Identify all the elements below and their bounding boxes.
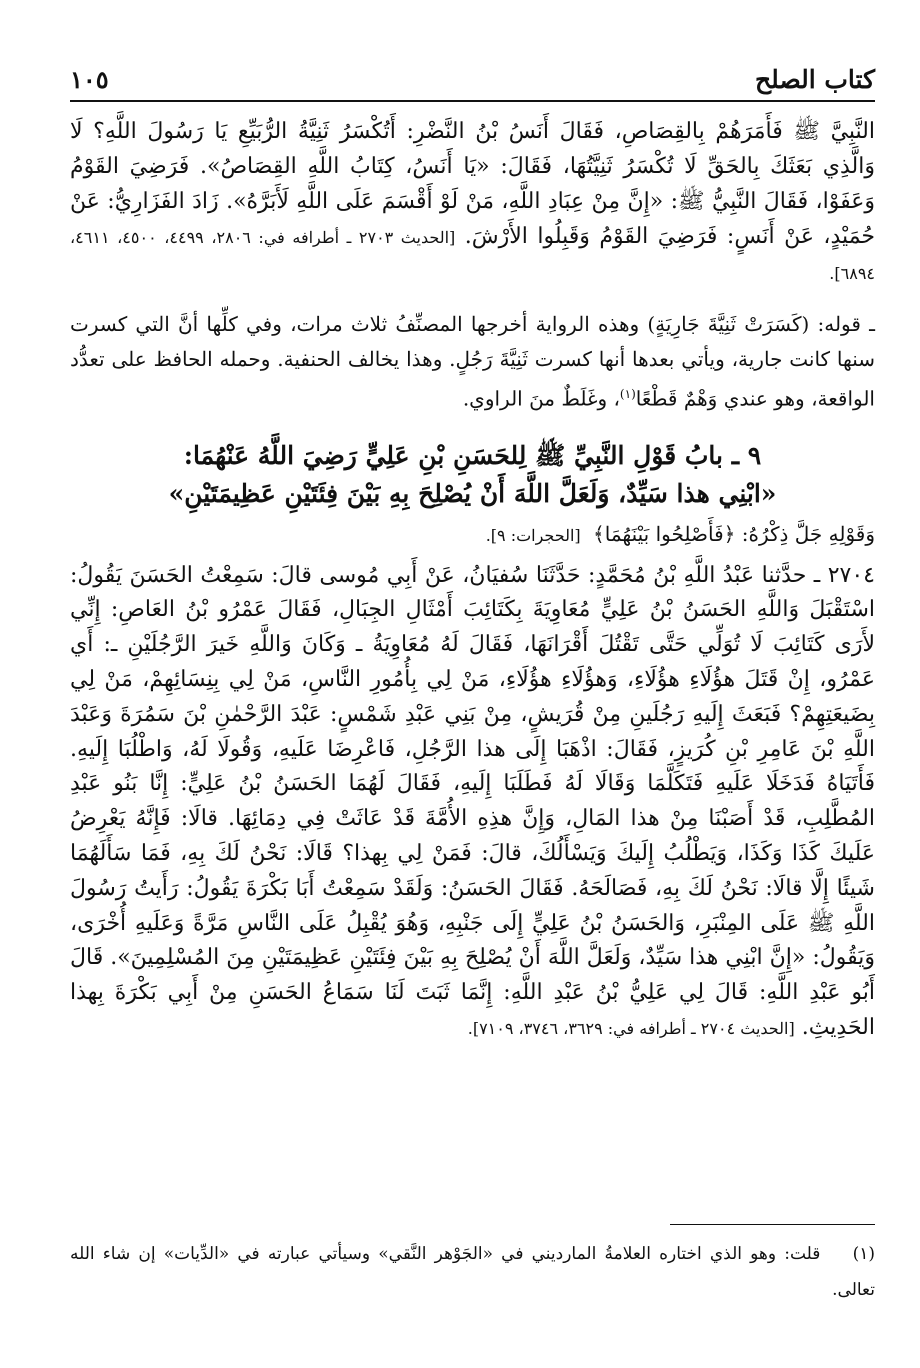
hadith-2704-reference: [الحديث ٢٧٠٤ ـ أطرافه في: ٣٦٢٩، ٣٧٤٦، ٧١٠٩]. bbox=[467, 1019, 795, 1039]
book-page bbox=[70, 54, 876, 1300]
footnote-separator bbox=[670, 1224, 875, 1225]
verse-text: وَقَوْلِهِ جَلَّ ذِكْرُهُ: ﴿فَأَصْلِحُوا بَيْنَهُمَا﴾ bbox=[593, 521, 875, 546]
chapter-heading bbox=[70, 437, 875, 513]
quran-verse bbox=[70, 517, 875, 553]
verse-reference: [الحجرات: ٩]. bbox=[485, 525, 581, 545]
chapter-heading-line-2: «ابْنِي هذا سَيِّدٌ، وَلَعَلَّ اللَّهَ أَنْ يُصْلِحَ بِهِ بَيْنَ فِئَتَيْنِ عَظِيمَتَيْنِ» bbox=[168, 478, 777, 508]
hadith-2704-text: ٢٧٠٤ ـ حدَّثنا عَبْدُ اللَّهِ بْنُ مُحَمَّدٍ: حَدَّثَنَا سُفيَانُ، عَنْ أَبِي مُوسى قالَ: سَمِعْتُ الحَسَنَ يَقُولُ: اسْتَقْبَلَ وَاللَّهِ الحَسَنُ بْنُ عَلِيٍّ مُعَاوِيَةَ بِكَتَائِبَ أَمْثَالِ الجِبَالِ، فَقَالَ عَمْرُو بْنُ العَاصِ: إِنِّي لأَرَى كَتَائِبَ لَا تُوَلِّي حَتَّى تَقْتُلَ أَقْرَانَهَا، فَقَالَ لَهُ مُعَاوِيَةُ ـ وَكَانَ وَاللَّهِ خَيرَ الرَّجُلَيْنِ ـ: أَي عَمْرُو، إِنْ قَتَلَ هؤُلَاءِ هؤُلَاءِ، وَهؤُلَاءِ هؤُلَاءِ، مَنْ لِي بِأُمُورِ النَّاسِ، مَنْ لِي بِنِسَائِهِمْ، مَنْ لِي بِضَيعَتِهِمْ؟ فَبَعَثَ إِلَيهِ رَجُلَينِ مِنْ قُرَيشٍ، مِنْ بَنِي عَبْدِ شَمْسٍ: عَبْدَ الرَّحْمٰنِ بْنَ سَمُرَةَ وَعَبْدَ اللَّهِ بْنَ عَامِرِ بْنِ كُرَيزٍ، فَقَالَ: اذْهَبَا إِلَى هذا الرَّجُلِ، فَاعْرِضَا عَلَيهِ، وَقُولَا لَهُ، وَاطْلُبَا إِلَيهِ. فَأَتَيَاهُ فَدَخَلَا عَلَيهِ فَتَكَلَّمَا وَقَالَا لَهُ فَطَلَبَا إِلَيهِ، فَقَالَ لَهُمَا الحَسَنُ بْنُ عَلِيٍّ: إِنَّا بَنُو عَبْدِ المُطَّلِبِ، قَدْ أَصَبْنَا مِنْ هذا المَالِ، وَإِنَّ هذِهِ الأُمَّةَ قَدْ عَاثَتْ فِي دِمَائِهَا. قالَا: فَإِنَّهُ يَعْرِضُ عَلَيكَ كَذَا وَكَذَا، وَيَطْلُبُ إِلَيكَ وَيَسْأَلُكَ، قالَ: فَمَنْ لِي بِهذا؟ قَالَا: نَحْنُ لَكَ بِهِ، فَمَا سَأَلَهُمَا شَيئًا إِلَّا قالَا: نَحْنُ لَكَ بِهِ، فَصَالَحَهُ. فَقَالَ الحَسَنُ: وَلَقَدْ سَمِعْتُ أَبَا بَكْرَةَ يَقُولُ: رَأَيتُ رَسُولَ اللَّهِ ﷺ عَلَى المِنْبَرِ، وَالحَسَنُ بْنُ عَلِيٍّ إِلَى جَنْبِهِ، وَهُوَ يُقْبِلُ عَلَى النَّاسِ مَرَّةً وَعَلَيهِ أُخْرَى، وَيَقُولُ: «إِنَّ ابْنِي هذا سَيِّدٌ، وَلَعَلَّ اللَّهَ أَنْ يُصْلِحَ بِهِ بَيْنَ فِئَتَيْنِ عَظِيمَتَيْنِ مِنَ المُسْلِمِينَ». قَالَ أَبُو عَبْدِ اللَّهِ: قَالَ لِي عَلِيُّ بْنُ عَبْدِ اللَّهِ: إِنَّمَا ثَبَتَ لَنَا سَمَاعُ الحَسَنِ مِنْ أَبِي بَكْرَةَ بِهذا الحَدِيثِ. bbox=[70, 562, 875, 1041]
hadith-2703-text: النَّبِيَّ ﷺ فَأَمَرَهُمْ بِالقِصَاصِ، فَقَالَ أَنَسُ بْنُ النَّضْرِ: أَتُكْسَرُ ثَنِيَّةُ الرُّبَيِّعِ يَا رَسُولَ اللَّهِ؟ لَا وَالَّذِي بَعَثَكَ بِالحَقِّ لَا تُكْسَرُ ثَنِيَّتُهَا، فَقَالَ: «يَا أَنَسُ، كِتَابُ اللَّهِ القِصَاصُ». فَرَضِيَ القَوْمُ وَعَفَوْا، فَقَالَ النَّبِيُّ ﷺ: «إِنَّ مِنْ عِبَادِ اللَّهِ، مَنْ لَوْ أَقْسَمَ عَلَى اللَّهِ لَأَبَرَّهُ». زَادَ الفَزَارِيُّ: عَنْ حُمَيْدٍ، عَنْ أَنَسٍ: فَرَضِيَ القَوْمُ وَقَبِلُوا الأَرْشَ. bbox=[70, 119, 876, 249]
running-header bbox=[70, 54, 875, 102]
footnote-text: قلت: وهو الذي اختاره العلامةُ المارديني في «الجَوْهر النَّقي» وسيأتي عبارته في «الدِّيات» إن شاء الله تعالى. bbox=[70, 1244, 875, 1300]
commentary-text-end: ، وغَلَطٌ منَ الراوي. bbox=[462, 386, 620, 411]
commentary-paragraph bbox=[70, 307, 875, 417]
commentary-text: ـ قوله: (كَسَرَتْ ثَنِيَّةَ جَارِيَةٍ) وهذه الرواية أخرجها المصنِّفُ ثلاث مرات، وفي كلِّها أنَّ التي كسرت سنها كانت جارية، ويأتي بعدها أنها كسرت ثَنِيَّةَ رَجُلٍ. وهذا يخالف الحنفية. وحمله الحافظ على تعدُّد الواقعة، وهو عندي وَهْمٌ قَطْعًا bbox=[70, 312, 875, 411]
footnote-marker[interactable]: (١) bbox=[619, 387, 636, 401]
footnote-number: (١) bbox=[852, 1244, 876, 1264]
footnote bbox=[70, 1236, 875, 1308]
page-number: ١٠٥ bbox=[70, 65, 109, 94]
hadith-2703-reference: [الحديث ٢٧٠٣ ـ أطرافه في: ٢٨٠٦، ٤٤٩٩، ٤٥٠٠، ٤٦١١، ٦٨٩٤]. bbox=[70, 228, 875, 283]
hadith-2703-continuation bbox=[70, 114, 875, 291]
chapter-heading-line-1: ٩ ـ بابُ قَوْلِ النَّبِيِّ ﷺ لِلحَسَنِ بْنِ عَلِيٍّ رَضِيَ اللَّهُ عَنْهُمَا: bbox=[183, 440, 762, 470]
book-title: كتاب الصلح bbox=[755, 65, 875, 94]
hadith-2704 bbox=[70, 559, 875, 1047]
